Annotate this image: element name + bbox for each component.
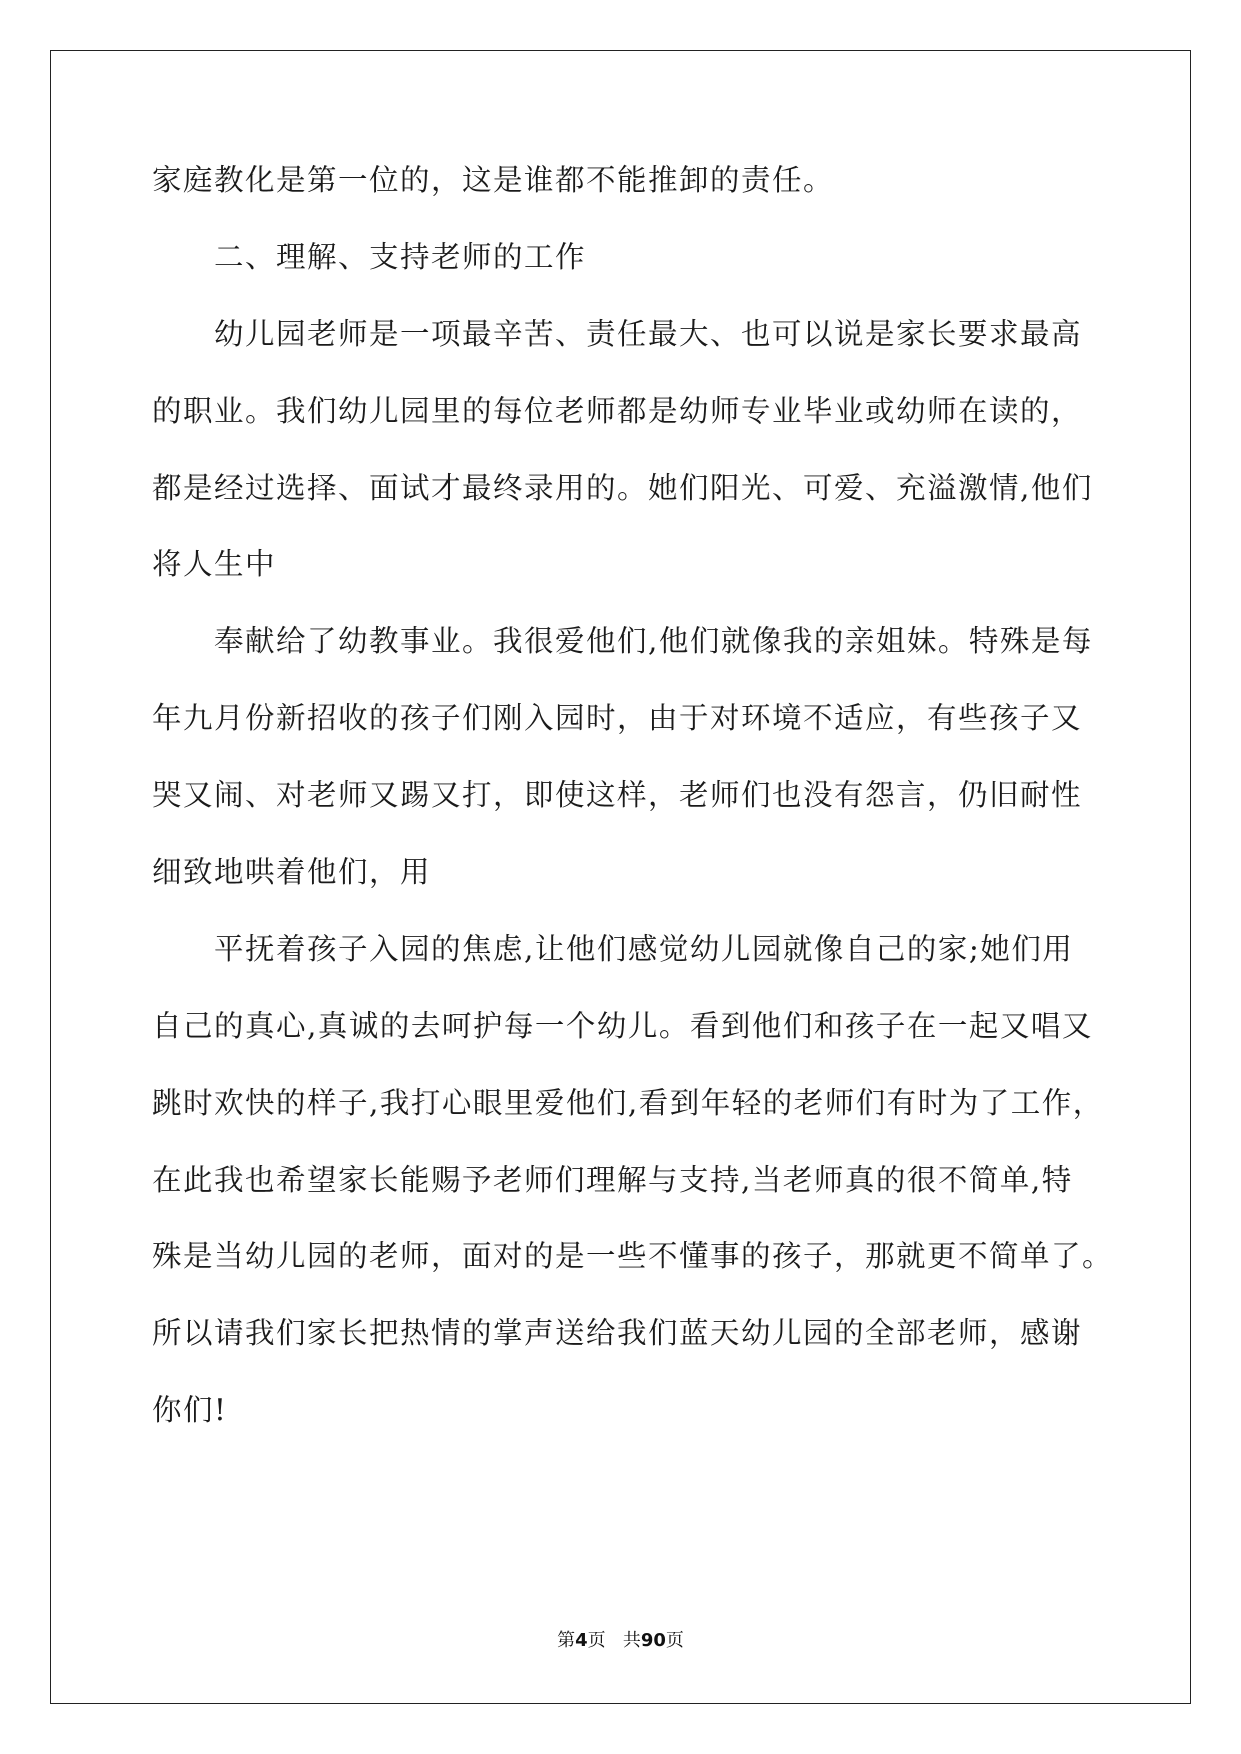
paragraph-line: 所以请我们家长把热情的掌声送给我们蓝天幼儿园的全部老师，感谢 bbox=[152, 1316, 1083, 1351]
paragraph-line: 奉献给了幼教事业。我很爱他们,他们就像我的亲姐妹。特殊是每 bbox=[152, 624, 1093, 659]
total-page-count: 90 bbox=[640, 1630, 666, 1651]
paragraph-line: 家庭教化是第一位的，这是谁都不能推卸的责任。 bbox=[152, 163, 835, 197]
paragraph-line: 都是经过选择、面试才最终录用的。她们阳光、可爱、充溢激情,他们 bbox=[152, 470, 1093, 505]
paragraph-line: 细致地哄着他们，用 bbox=[152, 855, 432, 890]
paragraph-line: 跳时欢快的样子,我打心眼里爱他们,看到年轻的老师们有时为了工作， bbox=[152, 1085, 1104, 1120]
paragraph-line: 你们! bbox=[152, 1393, 228, 1428]
paragraph-line: 将人生中 bbox=[152, 547, 277, 582]
paragraph-line: 殊是当幼儿园的老师，面对的是一些不懂事的孩子，那就更不简单了。 bbox=[152, 1239, 1114, 1274]
footer-total-suffix: 页 bbox=[665, 1630, 684, 1651]
paragraph-line: 年九月份新招收的孩子们刚入园时，由于对环境不适应，有些孩子又 bbox=[152, 701, 1083, 736]
paragraph-line: 哭又闹、对老师又踢又打，即使这样，老师们也没有怨言，仍旧耐性 bbox=[152, 778, 1083, 813]
paragraph-line: 幼儿园老师是一项最辛苦、责任最大、也可以说是家长要求最高 bbox=[152, 316, 1083, 351]
footer-prefix: 第 bbox=[557, 1630, 576, 1651]
section-heading: 二、理解、支持老师的工作 bbox=[152, 239, 587, 274]
footer-page-word: 页 bbox=[587, 1630, 606, 1651]
document-body bbox=[152, 163, 1114, 1471]
current-page-number: 4 bbox=[575, 1630, 588, 1651]
paragraph-line: 自己的真心,真诚的去呵护每一个幼儿。看到他们和孩子在一起又唱又 bbox=[152, 1008, 1093, 1043]
paragraph-line: 平抚着孩子入园的焦虑,让他们感觉幼儿园就像自己的家;她们用 bbox=[152, 931, 1074, 966]
paragraph-line: 在此我也希望家长能赐予老师们理解与支持,当老师真的很不简单,特 bbox=[152, 1162, 1073, 1197]
footer-total-prefix: 共 bbox=[622, 1630, 641, 1651]
page-footer bbox=[0, 1626, 1241, 1652]
paragraph-line: 的职业。我们幼儿园里的每位老师都是幼师专业毕业或幼师在读的， bbox=[152, 393, 1083, 428]
